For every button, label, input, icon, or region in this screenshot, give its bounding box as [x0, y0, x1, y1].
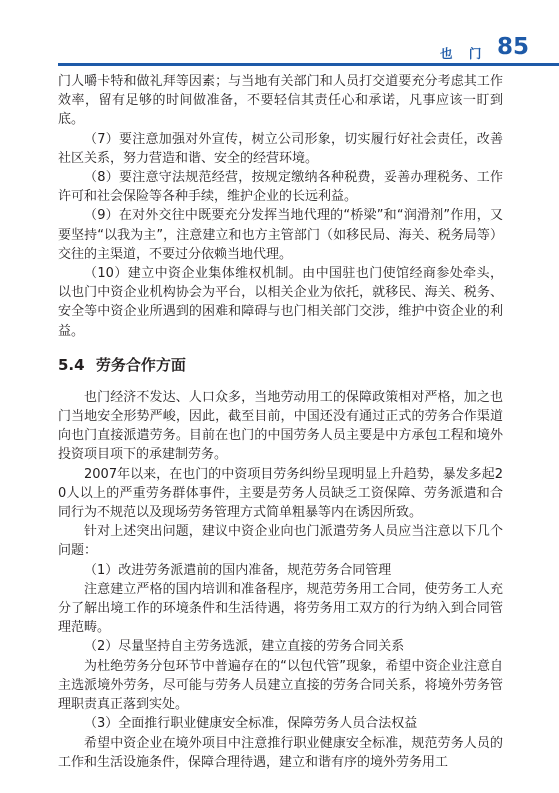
- paragraph: 也门经济不发达、人口众多，当地劳动用工的保障政策相对严格，加之也门当地安全形势严峻，因此，截至目前，中国还没有通过正式的劳务合作渠道向也门直接派遣劳务。目前在也门的中国劳务人员主要是中方承包工程和境外投资项目项下的承建制劳务。: [58, 389, 503, 463]
- paragraph: （9）在对外交往中既要充分发挥当地代理的“桥梁”和“润滑剂”作用，又要坚持“以我为主”，注意建立和也方主管部门（如移民局、海关、税务局等）交往的主渠道，不要过分依赖当地代理。: [58, 208, 503, 262]
- subheading: （1）改进劳务派遣前的国内准备，规范劳务合同管理: [84, 562, 392, 578]
- running-title: 也 门: [440, 46, 488, 61]
- paragraph: （10）建立中资企业集体维权机制。由中国驻也门使馆经商参处牵头，以也门中资企业机构协会为平台，以相关企业为依托，就移民、海关、税务、安全等中资企业所遇到的困难和障碍与也门相关部门交涉，维护中资企业的利益。: [58, 266, 503, 339]
- paragraph: 门人嚼卡特和做礼拜等因素；与当地有关部门和人员打交道要充分考虑其工作效率，留有足够的时间做准备，不要轻信其责任心和承诺，凡事应该一盯到底。: [58, 74, 503, 128]
- section-number: 5.4: [58, 355, 85, 374]
- paragraph: 注意建立严格的国内培训和准备程序，规范劳务用工合同，使劳务工人充分了解出境工作的环境条件和生活待遇，将劳务用工双方的行为纳入到合同管理范畴。: [58, 581, 503, 636]
- paragraph: （8）要注意守法规范经营，按规定缴纳各种税费，妥善办理税务、工作许可和社会保险等各种手续，维护企业的长远利益。: [58, 170, 503, 205]
- page-header: [0, 0, 559, 70]
- section-heading: [58, 355, 503, 375]
- paragraph: 针对上述突出问题，建议中资企业向也门派遣劳务人员应当注意以下几个问题：: [58, 524, 503, 559]
- page-number: 85: [497, 34, 530, 60]
- paragraph: 希望中资企业在境外项目中注意推行职业健康安全标准，规范劳务人员的工作和生活设施条件，保障合理待遇，建立和谐有序的境外劳务用工: [58, 735, 503, 770]
- paragraph: （7）要注意加强对外宣传，树立公司形象，切实履行好社会责任，改善社区关系，努力营造和谐、安全的经营环境。: [58, 131, 503, 166]
- header-rule: [58, 63, 559, 66]
- page-body: [58, 72, 503, 772]
- subheading: （2）尽量坚持自主劳务选派，建立直接的劳务合同关系: [84, 639, 405, 655]
- subheading: （3）全面推行职业健康安全标准，保障劳务人员合法权益: [84, 716, 418, 732]
- section-title: 劳务合作方面: [95, 355, 186, 374]
- paragraph: 2007年以来，在也门的中资项目劳务纠纷呈现明显上升趋势，暴发多起20人以上的严重劳务群体事件，主要是劳务人员缺乏工资保障、劳务派遣和合同行为不规范以及现场劳务管理方式简单粗暴等内在诱因所致。: [58, 466, 503, 521]
- paragraph: 为杜绝劳务分包环节中普遍存在的“以包代管”现象，希望中资企业注意自主选派境外劳务，尽可能与劳务人员建立直接的劳务合同关系，将境外劳务管理职责真正落到实处。: [58, 658, 503, 713]
